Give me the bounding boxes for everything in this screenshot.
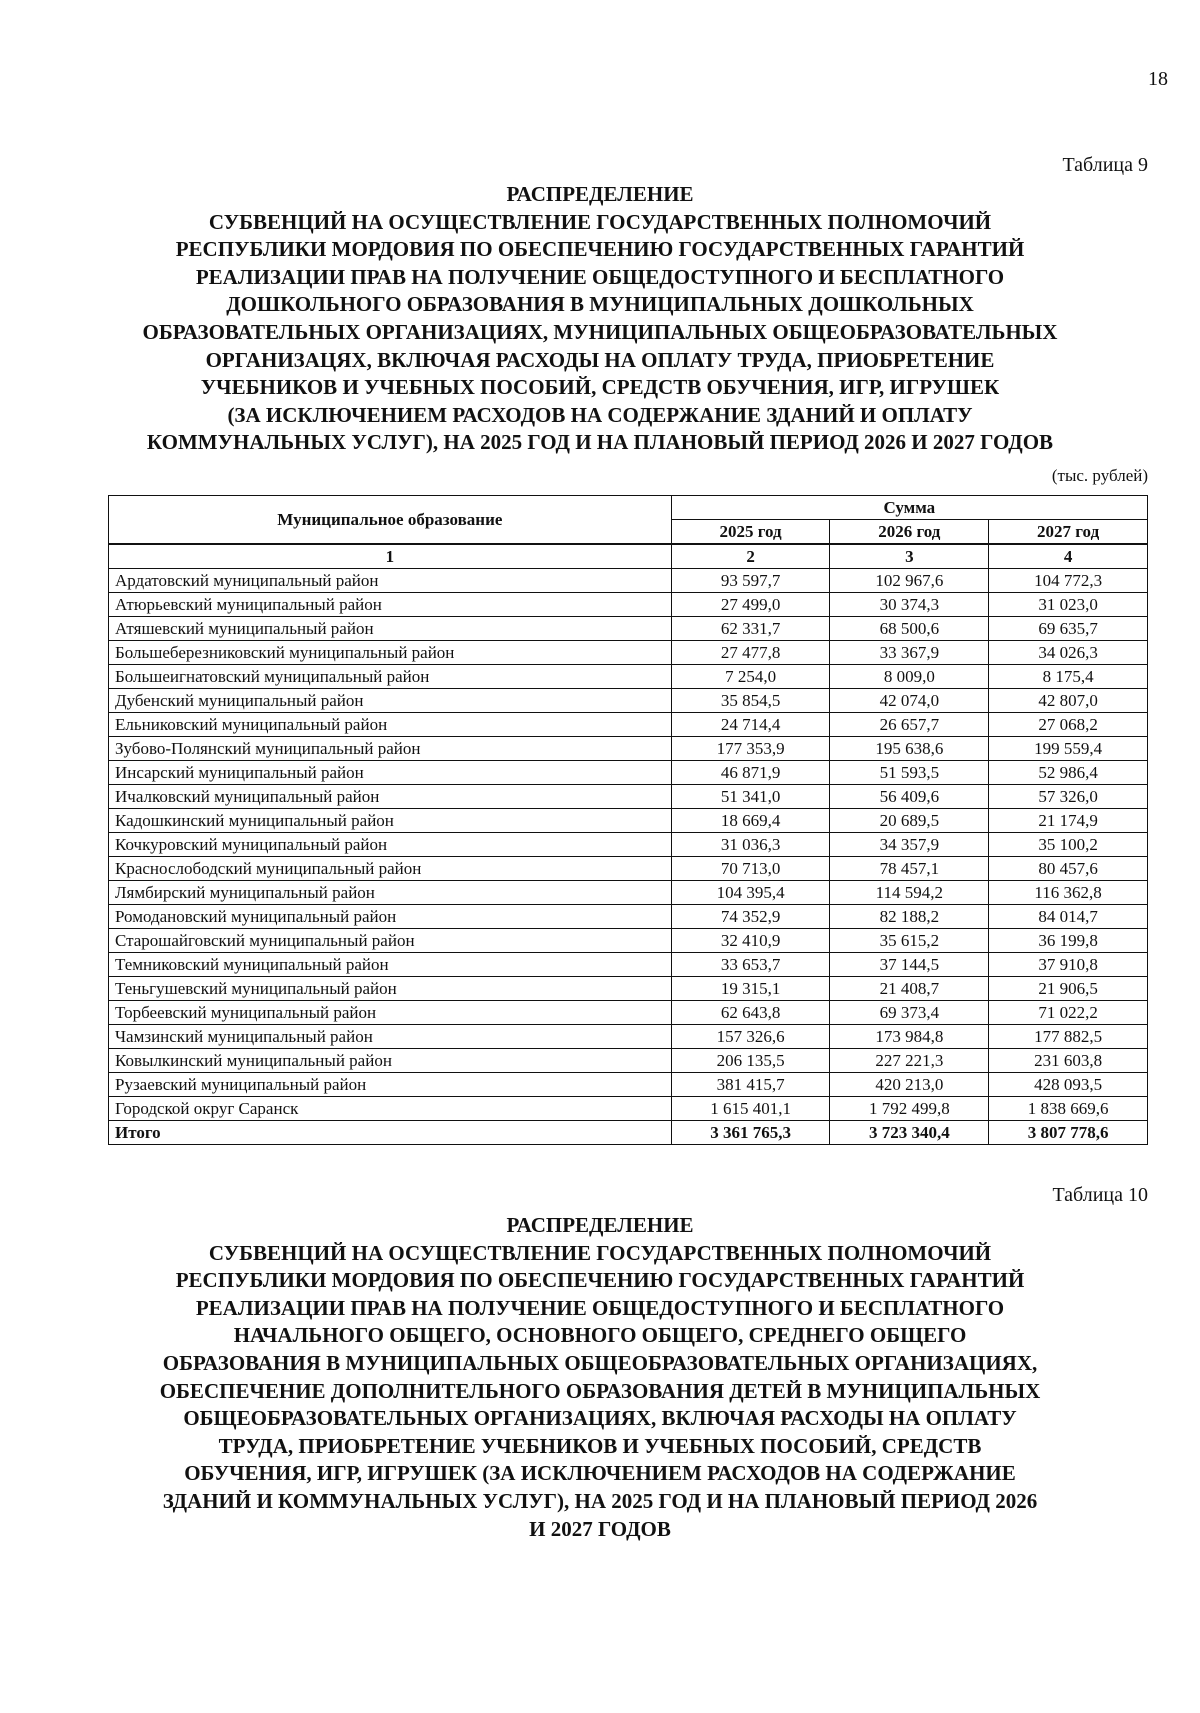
table-row xyxy=(109,809,1148,833)
table-9-title-line: РЕСПУБЛИКИ МОРДОВИЯ ПО ОБЕСПЕЧЕНИЮ ГОСУДАРСТВЕННЫХ ГАРАНТИЙ xyxy=(175,237,1025,262)
amount-cell: 227 221,3 xyxy=(830,1049,989,1073)
municipality-cell: Зубово-Полянский муниципальный район xyxy=(109,737,672,761)
amount-cell: 93 597,7 xyxy=(671,569,830,593)
amount-cell: 33 653,7 xyxy=(671,953,830,977)
table-9-title-line: ОБРАЗОВАТЕЛЬНЫХ ОРГАНИЗАЦИЯХ, МУНИЦИПАЛЬНЫХ ОБЩЕОБРАЗОВАТЕЛЬНЫХ xyxy=(142,319,1058,344)
amount-cell: 80 457,6 xyxy=(989,857,1148,881)
municipality-cell: Ромодановский муниципальный район xyxy=(109,905,672,929)
amount-cell: 37 910,8 xyxy=(989,953,1148,977)
table-10-title-line: ОБРАЗОВАНИЯ В МУНИЦИПАЛЬНЫХ ОБЩЕОБРАЗОВАТЕЛЬНЫХ ОРГАНИЗАЦИЯХ, xyxy=(162,1350,1038,1375)
column-number: 4 xyxy=(989,544,1148,569)
amount-cell: 206 135,5 xyxy=(671,1049,830,1073)
municipality-cell: Городской округ Саранск xyxy=(109,1097,672,1121)
amount-cell: 420 213,0 xyxy=(830,1073,989,1097)
amount-cell: 69 373,4 xyxy=(830,1001,989,1025)
amount-cell: 69 635,7 xyxy=(989,617,1148,641)
amount-cell: 231 603,8 xyxy=(989,1049,1148,1073)
amount-cell: 199 559,4 xyxy=(989,737,1148,761)
table-9-title-line: РАСПРЕДЕЛЕНИЕ xyxy=(506,182,694,206)
amount-cell: 26 657,7 xyxy=(830,713,989,737)
table-row xyxy=(109,761,1148,785)
amount-cell: 3 361 765,3 xyxy=(671,1121,830,1145)
municipality-cell: Атюрьевский муниципальный район xyxy=(109,593,672,617)
amount-cell: 177 353,9 xyxy=(671,737,830,761)
table-10-title-line: ТРУДА, ПРИОБРЕТЕНИЕ УЧЕБНИКОВ И УЧЕБНЫХ ПОСОБИЙ, СРЕДСТВ xyxy=(218,1433,982,1458)
amount-cell: 27 477,8 xyxy=(671,641,830,665)
amount-cell: 35 615,2 xyxy=(830,929,989,953)
amount-cell: 20 689,5 xyxy=(830,809,989,833)
table-9-label: Таблица 9 xyxy=(1062,154,1148,176)
table-10-title-line: РАСПРЕДЕЛЕНИЕ xyxy=(506,1213,694,1237)
table-10-label: Таблица 10 xyxy=(1052,1184,1148,1206)
amount-cell: 21 408,7 xyxy=(830,977,989,1001)
municipality-cell: Краснослободский муниципальный район xyxy=(109,857,672,881)
amount-cell: 31 023,0 xyxy=(989,593,1148,617)
table-row xyxy=(109,593,1148,617)
table-row xyxy=(109,857,1148,881)
table-row xyxy=(109,1097,1148,1121)
units-label: (тыс. рублей) xyxy=(1051,466,1148,485)
column-number: 3 xyxy=(830,544,989,569)
amount-cell: 116 362,8 xyxy=(989,881,1148,905)
page-number: 18 xyxy=(1148,68,1168,90)
amount-cell: 74 352,9 xyxy=(671,905,830,929)
amount-cell: 177 882,5 xyxy=(989,1025,1148,1049)
table-row xyxy=(109,665,1148,689)
table-row xyxy=(109,953,1148,977)
municipality-cell: Кочкуровский муниципальный район xyxy=(109,833,672,857)
amount-cell: 57 326,0 xyxy=(989,785,1148,809)
amount-cell: 35 100,2 xyxy=(989,833,1148,857)
table-row xyxy=(109,881,1148,905)
amount-cell: 51 341,0 xyxy=(671,785,830,809)
table-row xyxy=(109,1073,1148,1097)
municipality-cell: Лямбирский муниципальный район xyxy=(109,881,672,905)
total-row xyxy=(109,1121,1148,1145)
table-9-title-line: ДОШКОЛЬНОГО ОБРАЗОВАНИЯ В МУНИЦИПАЛЬНЫХ ДОШКОЛЬНЫХ xyxy=(226,292,974,317)
amount-cell: 114 594,2 xyxy=(830,881,989,905)
table-10-title-line: ЗДАНИЙ И КОММУНАЛЬНЫХ УСЛУГ), НА 2025 ГОД И НА ПЛАНОВЫЙ ПЕРИОД 2026 xyxy=(162,1488,1038,1513)
municipality-cell: Старошайговский муниципальный район xyxy=(109,929,672,953)
amount-cell: 8 009,0 xyxy=(830,665,989,689)
header-2026: 2026 год xyxy=(830,520,989,545)
table-10-title-line: ОБЩЕОБРАЗОВАТЕЛЬНЫХ ОРГАНИЗАЦИЯХ, ВКЛЮЧАЯ РАСХОДЫ НА ОПЛАТУ xyxy=(183,1406,1017,1431)
amount-cell: 56 409,6 xyxy=(830,785,989,809)
amount-cell: 7 254,0 xyxy=(671,665,830,689)
table-row xyxy=(109,713,1148,737)
table-row xyxy=(109,1025,1148,1049)
amount-cell: 18 669,4 xyxy=(671,809,830,833)
amount-cell: 62 643,8 xyxy=(671,1001,830,1025)
amount-cell: 71 022,2 xyxy=(989,1001,1148,1025)
municipality-cell: Кадошкинский муниципальный район xyxy=(109,809,672,833)
table-10-title-line: И 2027 ГОДОВ xyxy=(529,1516,671,1541)
amount-cell: 102 967,6 xyxy=(830,569,989,593)
table-10-title-line: ОБЕСПЕЧЕНИЕ ДОПОЛНИТЕЛЬНОГО ОБРАЗОВАНИЯ ДЕТЕЙ В МУНИЦИПАЛЬНЫХ xyxy=(159,1378,1041,1403)
table-row xyxy=(109,737,1148,761)
table-10-title-line: ОБУЧЕНИЯ, ИГР, ИГРУШЕК (ЗА ИСКЛЮЧЕНИЕМ РАСХОДОВ НА СОДЕРЖАНИЕ xyxy=(184,1461,1016,1486)
municipality-cell: Инсарский муниципальный район xyxy=(109,761,672,785)
amount-cell: 157 326,6 xyxy=(671,1025,830,1049)
table-10-title-line: НАЧАЛЬНОГО ОБЩЕГО, ОСНОВНОГО ОБЩЕГО, СРЕДНЕГО ОБЩЕГО xyxy=(233,1323,967,1348)
municipality-cell: Торбеевский муниципальный район xyxy=(109,1001,672,1025)
amount-cell: 35 854,5 xyxy=(671,689,830,713)
municipality-cell: Ардатовский муниципальный район xyxy=(109,569,672,593)
table-row xyxy=(109,1001,1148,1025)
table-row xyxy=(109,905,1148,929)
municipality-cell: Ковылкинский муниципальный район xyxy=(109,1049,672,1073)
table-9-title-line: СУБВЕНЦИЙ НА ОСУЩЕСТВЛЕНИЕ ГОСУДАРСТВЕННЫХ ПОЛНОМОЧИЙ xyxy=(208,209,992,234)
header-2027: 2027 год xyxy=(989,520,1148,545)
municipality-cell: Итого xyxy=(109,1121,672,1145)
amount-cell: 32 410,9 xyxy=(671,929,830,953)
municipality-cell: Ельниковский муниципальный район xyxy=(109,713,672,737)
amount-cell: 195 638,6 xyxy=(830,737,989,761)
amount-cell: 173 984,8 xyxy=(830,1025,989,1049)
column-number: 1 xyxy=(109,544,672,569)
table-9-title-line: РЕАЛИЗАЦИИ ПРАВ НА ПОЛУЧЕНИЕ ОБЩЕДОСТУПНОГО И БЕСПЛАТНОГО xyxy=(195,264,1005,289)
amount-cell: 3 723 340,4 xyxy=(830,1121,989,1145)
table-10-title-line: СУБВЕНЦИЙ НА ОСУЩЕСТВЛЕНИЕ ГОСУДАРСТВЕННЫХ ПОЛНОМОЧИЙ xyxy=(208,1240,992,1265)
amount-cell: 62 331,7 xyxy=(671,617,830,641)
column-number: 2 xyxy=(671,544,830,569)
amount-cell: 21 174,9 xyxy=(989,809,1148,833)
amount-cell: 34 026,3 xyxy=(989,641,1148,665)
table-10-title-line: РЕСПУБЛИКИ МОРДОВИЯ ПО ОБЕСПЕЧЕНИЮ ГОСУДАРСТВЕННЫХ ГАРАНТИЙ xyxy=(175,1268,1025,1293)
table-row xyxy=(109,977,1148,1001)
table-9-title-line: (ЗА ИСКЛЮЧЕНИЕМ РАСХОДОВ НА СОДЕРЖАНИЕ ЗДАНИЙ И ОПЛАТУ xyxy=(227,402,973,427)
table-10-title-line: РЕАЛИЗАЦИИ ПРАВ НА ПОЛУЧЕНИЕ ОБЩЕДОСТУПНОГО И БЕСПЛАТНОГО xyxy=(195,1295,1005,1320)
municipality-cell: Рузаевский муниципальный район xyxy=(109,1073,672,1097)
amount-cell: 24 714,4 xyxy=(671,713,830,737)
amount-cell: 36 199,8 xyxy=(989,929,1148,953)
municipality-cell: Большеберезниковский муниципальный район xyxy=(109,641,672,665)
amount-cell: 46 871,9 xyxy=(671,761,830,785)
header-municipality: Муниципальное образование xyxy=(109,496,672,545)
amount-cell: 1 838 669,6 xyxy=(989,1097,1148,1121)
amount-cell: 68 500,6 xyxy=(830,617,989,641)
table-row xyxy=(109,785,1148,809)
municipality-cell: Темниковский муниципальный район xyxy=(109,953,672,977)
municipality-cell: Атяшевский муниципальный район xyxy=(109,617,672,641)
amount-cell: 30 374,3 xyxy=(830,593,989,617)
amount-cell: 21 906,5 xyxy=(989,977,1148,1001)
municipality-cell: Чамзинский муниципальный район xyxy=(109,1025,672,1049)
municipality-cell: Дубенский муниципальный район xyxy=(109,689,672,713)
table-row xyxy=(109,641,1148,665)
table-9-title-line: ОРГАНИЗАЦЯХ, ВКЛЮЧАЯ РАСХОДЫ НА ОПЛАТУ ТРУДА, ПРИОБРЕТЕНИЕ xyxy=(205,347,995,372)
table-9-title xyxy=(100,181,1100,457)
amount-cell: 104 395,4 xyxy=(671,881,830,905)
table-row xyxy=(109,689,1148,713)
subvention-table-9 xyxy=(108,495,1148,1145)
amount-cell: 428 093,5 xyxy=(989,1073,1148,1097)
amount-cell: 381 415,7 xyxy=(671,1073,830,1097)
amount-cell: 19 315,1 xyxy=(671,977,830,1001)
table-row xyxy=(109,833,1148,857)
municipality-cell: Большеигнатовский муниципальный район xyxy=(109,665,672,689)
table-row xyxy=(109,617,1148,641)
table-9-title-line: УЧЕБНИКОВ И УЧЕБНЫХ ПОСОБИЙ, СРЕДСТВ ОБУЧЕНИЯ, ИГР, ИГРУШЕК xyxy=(200,375,1000,400)
amount-cell: 34 357,9 xyxy=(830,833,989,857)
amount-cell: 27 499,0 xyxy=(671,593,830,617)
municipality-cell: Теньгушевский муниципальный район xyxy=(109,977,672,1001)
header-sum: Сумма xyxy=(671,496,1147,520)
amount-cell: 84 014,7 xyxy=(989,905,1148,929)
amount-cell: 42 807,0 xyxy=(989,689,1148,713)
column-numbers-row xyxy=(109,544,1148,569)
header-2025: 2025 год xyxy=(671,520,830,545)
amount-cell: 78 457,1 xyxy=(830,857,989,881)
amount-cell: 52 986,4 xyxy=(989,761,1148,785)
amount-cell: 104 772,3 xyxy=(989,569,1148,593)
amount-cell: 33 367,9 xyxy=(830,641,989,665)
municipality-cell: Ичалковский муниципальный район xyxy=(109,785,672,809)
amount-cell: 1 792 499,8 xyxy=(830,1097,989,1121)
amount-cell: 31 036,3 xyxy=(671,833,830,857)
amount-cell: 82 188,2 xyxy=(830,905,989,929)
table-row xyxy=(109,1049,1148,1073)
table-row xyxy=(109,569,1148,593)
amount-cell: 37 144,5 xyxy=(830,953,989,977)
table-10-title xyxy=(100,1212,1100,1543)
amount-cell: 27 068,2 xyxy=(989,713,1148,737)
table-9-title-line: КОММУНАЛЬНЫХ УСЛУГ), НА 2025 ГОД И НА ПЛАНОВЫЙ ПЕРИОД 2026 И 2027 ГОДОВ xyxy=(146,430,1054,455)
amount-cell: 42 074,0 xyxy=(830,689,989,713)
amount-cell: 51 593,5 xyxy=(830,761,989,785)
amount-cell: 1 615 401,1 xyxy=(671,1097,830,1121)
amount-cell: 70 713,0 xyxy=(671,857,830,881)
table-row xyxy=(109,929,1148,953)
amount-cell: 8 175,4 xyxy=(989,665,1148,689)
amount-cell: 3 807 778,6 xyxy=(989,1121,1148,1145)
